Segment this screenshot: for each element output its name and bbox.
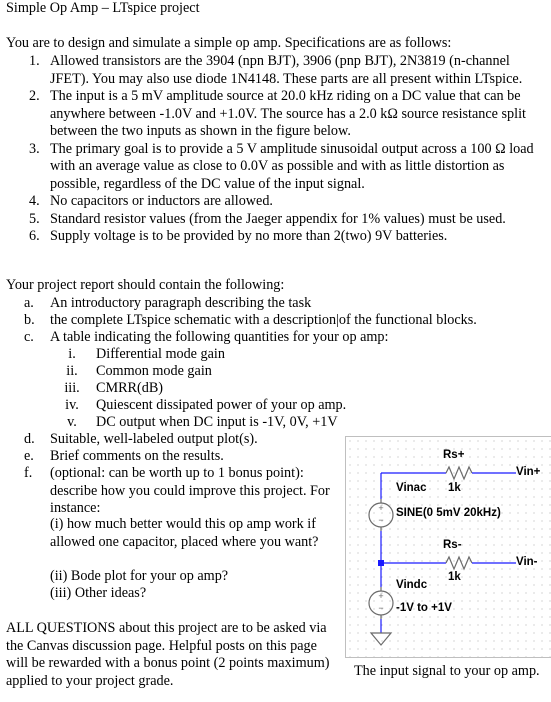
spec-item: 5. Standard resistor values (from the Jaeger appendix for 1% values) must be used. — [29, 210, 506, 227]
spec-item: 4. No capacitors or inductors are allowed. — [29, 193, 273, 209]
spec-item: 2. The input is a 5 mV amplitude source at 20.0 kHz riding on a DC value that can be anywhere between -1.0V and +1.0V. The source has a 2.0 kΩ source resistance split between the two inputs as shown in the figure below. — [29, 88, 526, 139]
resistor-rs-plus — [446, 467, 472, 479]
svg-text:−: − — [378, 603, 384, 613]
specifications-list — [0, 53, 540, 246]
vinac-label: Vinac — [396, 482, 427, 494]
questions-footer: ALL QUESTIONS about this project are to be asked via the Canvas discussion page. Helpful posts on this page will be rewarded with a bonus point (2 points maximum) applied to your project grade. — [6, 620, 330, 689]
svg-text:−: − — [378, 515, 384, 525]
bonus-idea-1: (i) how much better would this op amp work if allowed one capacitor, placed where you want? — [50, 516, 319, 550]
rs-minus-value: 1k — [448, 571, 461, 583]
rs-plus-label: Rs+ — [443, 449, 465, 461]
bonus-idea-3: (iii) Other ideas? — [50, 585, 147, 601]
spec-item: 6. Supply voltage is to be provided by no more than 2(two) 9V batteries. — [29, 228, 448, 244]
ground-symbol — [371, 633, 391, 645]
figure-caption: The input signal to your op amp. — [354, 663, 540, 679]
vindc-value: -1V to +1V — [396, 602, 452, 614]
rs-minus-label: Rs- — [443, 539, 462, 551]
intro-paragraph: You are to design and simulate a simple op amp. Specifications are as follows: — [6, 35, 452, 51]
spec-item: 1. Allowed transistors are the 3904 (npn BJT), 3906 (pnp BJT), 2N3819 (n-channel JFET). You may also use diode 1N4148. These parts are all present within LTspice. — [29, 53, 523, 87]
input-schematic — [345, 436, 551, 658]
bonus-idea-2: (ii) Bode plot for your op amp? — [50, 568, 229, 584]
svg-text:+: + — [378, 503, 384, 513]
vinac-value: SINE(0 5mV 20kHz) — [396, 507, 501, 519]
report-heading: Your project report should contain the following: — [6, 277, 285, 293]
spec-item: 3. The primary goal is to provide a 5 V amplitude sinusoidal output across a 100 Ω load with an average value as close to 0.0V as possible and with as little distortion as possible, regardless of the DC value of the input signal. — [29, 140, 534, 192]
svg-text:+: + — [378, 591, 384, 601]
vin-plus-label: Vin+ — [516, 466, 541, 478]
resistor-rs-minus — [446, 557, 472, 569]
doc-title: Simple Op Amp – LTspice project — [6, 0, 200, 16]
vindc-label: Vindc — [396, 579, 428, 591]
vin-minus-label: Vin- — [516, 556, 538, 568]
rs-plus-value: 1k — [448, 482, 461, 494]
